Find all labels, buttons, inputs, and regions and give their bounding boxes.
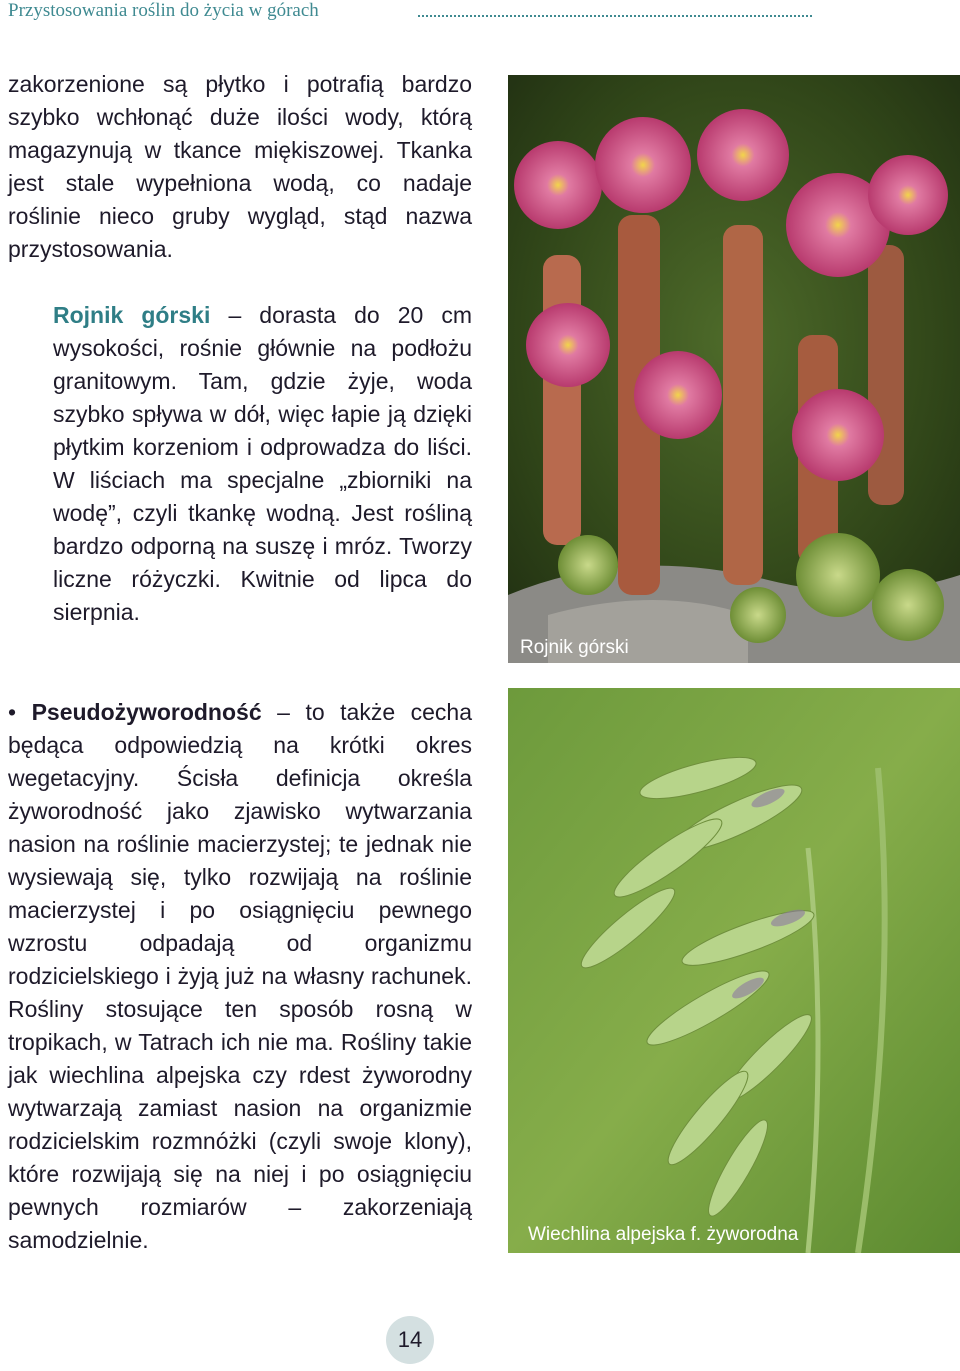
pseudo-body-text: to także cecha będąca odpowiedzią na krótki okres wegetacyjny. Ścisła definicja określa żyworodność jako zjawisko wytwarzania nasion na roślinie macierzystej; te jednak nie wysiewają się, tylko rozwijają na roślinie macierzystej i po osiągnięciu pewnego wzrostu odpadają od organizmu rodzicielskiego i żyją już na własny rachunek. Rośliny stosujące ten sposób rosną w tropikach, w Tatrach ich nie ma. Rośliny takie jak wiechlina alpejska czy rdest żyworodny wytwarzają zamiast nasion na organizmie rodzicielskim rozmnóżki (czyli swoje klony), które rozwijają się na niej i po osiągnięciu pewnych rozmiarów – zakorzeniają samodzielnie. <box>8 699 473 1253</box>
running-header: Przystosowania roślin do życia w górach <box>8 0 319 21</box>
bullet-marker: • <box>8 699 17 725</box>
rojnik-body-text: dorasta do 20 cm wysokości, rośnie głównie na podłożu granitowym. Tam, gdzie żyje, woda szybko spływa w dół, więc łapie ją dzięki płytkim korzeniom i odprowadza do liści. W liściach ma specjalne „zbiorniki na wodę”, czyli tkankę wodną. Jest rośliną bardzo odporną na suszę i mróz. Tworzy liczne różyczki. Kwitnie od lipca do sierpnia. <box>53 302 473 625</box>
rojnik-paragraph <box>53 299 472 629</box>
pseudo-term: Pseudożyworodność <box>31 699 262 725</box>
wiechlina-caption: Wiechlina alpejska f. żyworodna <box>528 1224 799 1245</box>
header-dotted-rule <box>418 15 812 17</box>
wiechlina-photo <box>508 688 960 1253</box>
rojnik-term: Rojnik górski <box>53 302 211 328</box>
rojnik-dash: – <box>228 302 242 328</box>
rojnik-photo <box>508 75 960 663</box>
pseudo-dash: – <box>277 699 290 725</box>
intro-paragraph: zakorzenione są płytko i potrafią bardzo szybko wchłonąć duże ilości wody, którą magazynują w tkance miękiszowej. Tkanka jest stale wypełniona wodą, co nadaje roślinie nieco gruby wygląd, stąd nazwa przystosowania. <box>8 71 472 262</box>
rojnik-illustration <box>508 75 960 663</box>
wiechlina-illustration <box>508 688 960 1253</box>
rojnik-caption: Rojnik górski <box>520 637 629 658</box>
pseudo-paragraph <box>8 696 472 1257</box>
page-number-badge: 14 <box>386 1316 434 1364</box>
